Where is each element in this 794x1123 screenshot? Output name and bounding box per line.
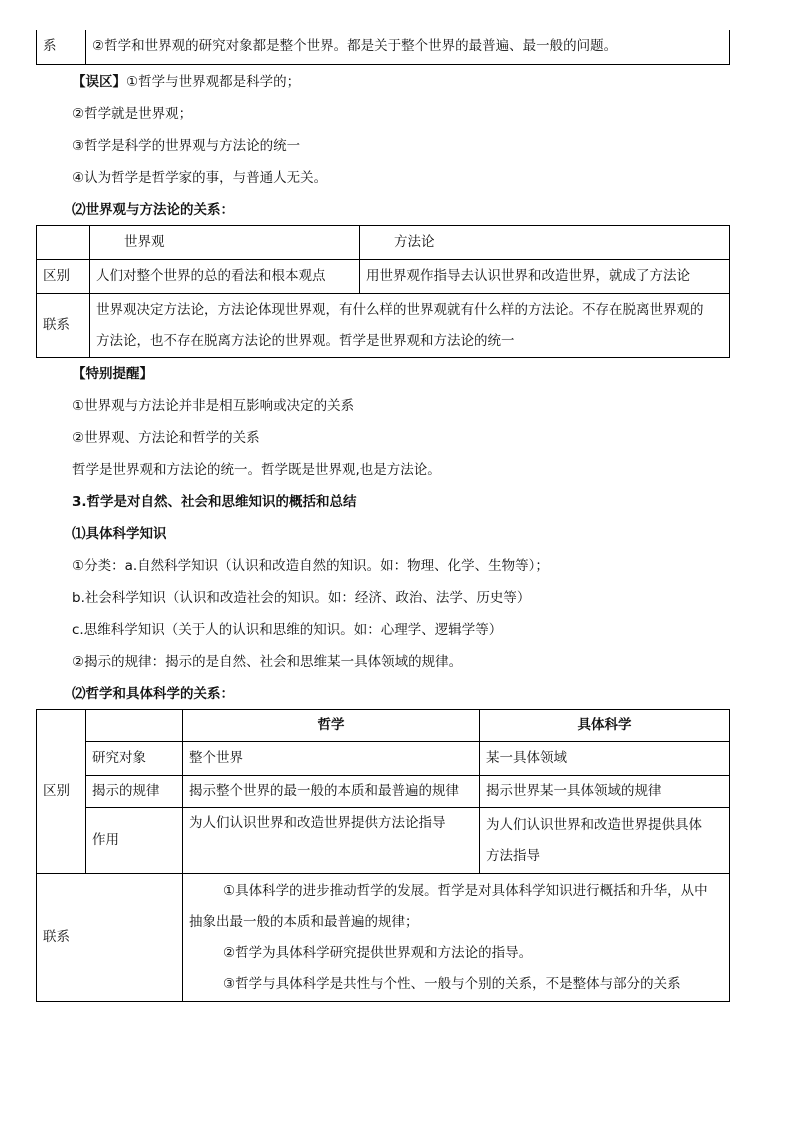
wm-header-worldview bbox=[90, 226, 360, 260]
misconception-item: ③哲学是科学的世界观与方法论的统一 bbox=[72, 138, 301, 154]
ps-header-science: 具体科学 bbox=[480, 710, 730, 742]
wm-header-worldview-text: 世界观 bbox=[124, 234, 165, 250]
ps-header-philosophy: 哲学 bbox=[183, 710, 480, 742]
worldview-methodology-table bbox=[36, 225, 730, 358]
subsection-1-title: ⑴具体科学知识 bbox=[72, 526, 167, 542]
ps-link-line-3: ②哲学为具体科学研究提供世界观和方法论的指导。 bbox=[223, 944, 533, 961]
ps-r1-philosophy: 整个世界 bbox=[183, 742, 480, 776]
ps-r2-science: 揭示世界某一具体领域的规律 bbox=[480, 776, 730, 808]
ps-r3-science-line-2: 方法指导 bbox=[486, 847, 540, 864]
ps-r1-label: 研究对象 bbox=[86, 742, 183, 776]
misconception-item: ④认为哲学是哲学家的事，与普通人无关。 bbox=[72, 170, 328, 186]
ps-header-empty-1 bbox=[37, 710, 86, 874]
ps-link-line-1: ①具体科学的进步推动哲学的发展。哲学是对具体科学知识进行概括和升华，从中 bbox=[223, 882, 708, 899]
top-table-label: 系 bbox=[37, 30, 86, 64]
wm-diff-methodology: 用世界观作指导去认识世界和改造世界，就成了方法论 bbox=[360, 260, 730, 294]
philosophy-science-table bbox=[36, 709, 730, 1002]
misconception-tag: 【误区】 bbox=[72, 74, 126, 90]
misconception-first: ①哲学与世界观都是科学的； bbox=[126, 74, 301, 90]
wm-header-methodology bbox=[360, 226, 730, 260]
wm-diff-worldview: 人们对整个世界的总的看法和根本观点 bbox=[90, 260, 360, 294]
reminder-item: ②世界观、方法论和哲学的关系 bbox=[72, 430, 260, 446]
wm-header-empty bbox=[37, 226, 90, 260]
misconception-item: ②哲学就是世界观； bbox=[72, 106, 193, 122]
wm-link-line-2: 方法论，也不存在脱离方法论的世界观。哲学是世界观和方法论的统一 bbox=[96, 332, 515, 349]
wm-link-line-1: 世界观决定方法论，方法论体现世界观，有什么样的世界观就有什么样的方法论。不存在脱离世界观的 bbox=[96, 301, 704, 318]
subsection-1-item: ②揭示的规律：揭示的是自然、社会和思维某一具体领域的规律。 bbox=[72, 654, 463, 670]
wm-link-text bbox=[90, 294, 730, 358]
misconception-line-1 bbox=[72, 72, 300, 92]
ps-r3-label: 作用 bbox=[86, 808, 183, 874]
subsection-1-item: b.社会科学知识（认识和改造社会的知识。如：经济、政治、法学、历史等） bbox=[72, 590, 531, 606]
wm-link-label: 联系 bbox=[37, 294, 90, 358]
reminder-item: ①世界观与方法论并非是相互影响或决定的关系 bbox=[72, 398, 355, 414]
ps-r3-science-line-1: 为人们认识世界和改造世界提供具体 bbox=[486, 816, 702, 833]
ps-r3-philosophy: 为人们认识世界和改造世界提供方法论指导 bbox=[183, 808, 480, 874]
ps-r2-label: 揭示的规律 bbox=[86, 776, 183, 808]
section-2-title: ⑵世界观与方法论的关系： bbox=[72, 202, 234, 218]
ps-r1-science: 某一具体领域 bbox=[480, 742, 730, 776]
subsection-1-item: c.思维科学知识（关于人的认识和思维的知识。如：心理学、逻辑学等） bbox=[72, 622, 503, 638]
ps-r3-science bbox=[480, 808, 730, 874]
subsection-1-item: ①分类：a.自然科学知识（认识和改造自然的知识。如：物理、化学、生物等）； bbox=[72, 558, 549, 574]
ps-link-line-2: 抽象出最一般的本质和最普遍的规律； bbox=[189, 913, 419, 930]
ps-link-label: 联系 bbox=[37, 874, 183, 1002]
ps-header-empty-2 bbox=[86, 710, 183, 742]
wm-diff-label: 区别 bbox=[37, 260, 90, 294]
top-table-text: ②哲学和世界观的研究对象都是整个世界。都是关于整个世界的最普遍、最一般的问题。 bbox=[86, 30, 730, 64]
ps-diff-label: 区别 bbox=[43, 783, 70, 799]
subsection-2-title: ⑵哲学和具体科学的关系： bbox=[72, 686, 234, 702]
ps-r2-philosophy: 揭示整个世界的最一般的本质和最普遍的规律 bbox=[183, 776, 480, 808]
reminder-title: 【特别提醒】 bbox=[72, 366, 153, 382]
section-3-title: 3.哲学是对自然、社会和思维知识的概括和总结 bbox=[72, 494, 357, 510]
reminder-item: 哲学是世界观和方法论的统一。哲学既是世界观,也是方法论。 bbox=[72, 462, 441, 478]
wm-header-methodology-text: 方法论 bbox=[394, 234, 435, 250]
ps-link-text bbox=[183, 874, 730, 1002]
ps-link-line-4: ③哲学与具体科学是共性与个性、一般与个别的关系，不是整体与部分的关系 bbox=[223, 975, 681, 992]
top-table bbox=[36, 30, 730, 65]
